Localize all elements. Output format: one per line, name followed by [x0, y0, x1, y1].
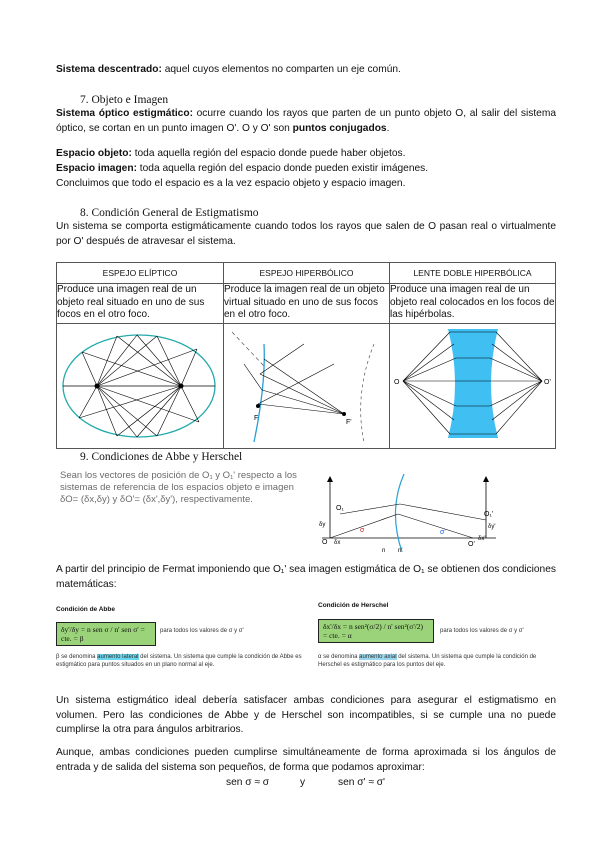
- abbe-formula: δy'/δy = n sen σ / n' sen σ' = cte. = β: [56, 622, 156, 646]
- intro-paragraph: [56, 63, 556, 78]
- table-header: ESPEJO ELÍPTICO: [57, 263, 224, 284]
- herschel-desc-pre: α se denomina: [318, 654, 360, 660]
- elliptic-mirror-figure: [57, 324, 224, 449]
- hyperbolic-lens-figure: [390, 324, 556, 449]
- herschel-highlight: aumento axial: [359, 654, 397, 660]
- hyperbolic-mirror-figure: [224, 324, 390, 449]
- table-header: LENTE DOBLE HIPERBÓLICA: [390, 263, 556, 284]
- table-cell: Produce una imagen real de un objeto real situado en uno de sus focos en el otro foco.: [57, 284, 224, 324]
- abbe-note: para todos los valores de σ y σ': [160, 628, 244, 634]
- fig-label-dx: δx: [334, 540, 341, 546]
- abbe-title: Condición de Abbe: [56, 606, 115, 613]
- fig-label-dy: δy: [319, 522, 326, 528]
- table-cell: Produce una imagen real de un objeto real colocados en los focos de las hipérbolas.: [390, 284, 556, 324]
- lens-label-o2: O': [544, 379, 551, 386]
- fig-label-o1p: O₁': [484, 511, 494, 518]
- approximation-paragraph: Aunque, ambas condiciones pueden cumplirse simultáneamente de forma aproximada si los ángulos de entrada y de salida del sistema son pequeños, de forma que podamos aproximar:: [56, 747, 556, 773]
- conjugate-points: puntos conjugados: [292, 122, 387, 134]
- intro-text: aquel cuyos elementos no comparten un eje común.: [161, 64, 401, 75]
- image-space-line: [56, 162, 556, 177]
- fig-label-dyp: δy': [488, 524, 496, 530]
- incompatibility-paragraph: Un sistema estigmático ideal debería satisfacer ambas condiciones para asegurar el estigmatismo en volumen. Pero las condiciones de Abbe y de Herschel son incompatibles, si se cumple una no puede cumplirse la otra para ángulos arbitrarios.: [56, 695, 556, 735]
- stigmatic-end: .: [386, 122, 390, 134]
- object-space-text: toda aquella región del espacio donde puede haber objetos.: [131, 148, 406, 159]
- fig-label-sigmap: σ': [440, 529, 446, 536]
- abbe-highlight: aumento lateral: [97, 654, 139, 660]
- fig-label-np: n': [398, 548, 403, 554]
- abbe-description: [56, 654, 306, 669]
- intro-term: Sistema descentrado:: [56, 64, 162, 75]
- fig-label-o: O: [322, 539, 328, 546]
- table-header: ESPEJO HIPERBÓLICO: [224, 263, 390, 284]
- section8-paragraph: Un sistema se comporta estigmáticamente cuando todos los rayos que salen de O pasan real o virtualmente por O' después de atravesar el sistema.: [56, 221, 556, 247]
- fig-label-dxp: δx': [478, 536, 486, 542]
- mirror-comparison-table: [56, 262, 556, 449]
- herschel-note: para todos los valores de σ y σ': [440, 628, 524, 634]
- position-vectors-text: Sean los vectores de posición de O₁ y O₁' respecto a los sistemas de referencia de los espacios objeto e imagen δO= (δx,δy) y δO'= (δx',δy'), respectivamente.: [60, 470, 297, 505]
- abbe-desc-pre: β se denomina: [56, 654, 98, 660]
- fig-label-n: n: [382, 548, 386, 554]
- fig-label-o1: O₁: [336, 505, 344, 512]
- section7-heading: 7. Objeto e Imagen: [80, 94, 169, 106]
- herschel-desc-post: del sistema. Un sistema que cumple la condición de Herschel es estigmático para los puntos del eje.: [318, 654, 537, 668]
- abbe-herschel-figure: [318, 470, 498, 554]
- section9-heading: 9. Condiciones de Abbe y Herschel: [80, 451, 243, 463]
- fig-label-sigma: σ: [360, 527, 365, 534]
- object-space-line: [56, 147, 556, 162]
- stigmatic-term: Sistema óptico estigmático:: [56, 108, 193, 119]
- herschel-title: Condición de Herschel: [318, 602, 389, 609]
- image-space-term: Espacio imagen:: [56, 163, 137, 174]
- section7-paragraph: [56, 107, 556, 136]
- focus-label-f: F: [254, 415, 259, 422]
- section8-heading: 8. Condición General de Estigmatismo: [80, 207, 259, 219]
- herschel-formula: δx'/δx = n sen²(σ/2) / n' sen²(σ'/2) = cte. = α: [318, 619, 434, 643]
- herschel-description: [318, 654, 556, 669]
- approx-sin-sigma-prime: sen σ' ≈ σ': [338, 777, 385, 788]
- object-space-term: Espacio objeto:: [56, 148, 132, 159]
- lens-label-o: O: [394, 379, 400, 386]
- approx-sin-sigma: sen σ ≈ σ: [226, 777, 270, 788]
- abbe-desc-post: del sistema. Un sistema que cumple la condición de Abbe es estigmático para puntos situados en un plano normal al eje.: [56, 654, 302, 668]
- table-cell: Produce la imagen real de un objeto virtual situado en uno de sus focos en el otro foco.: [224, 284, 390, 324]
- focus-label-f2: F': [346, 419, 352, 426]
- fig-label-o2: O': [468, 541, 475, 548]
- fermat-paragraph: A partir del principio de Fermat imponiendo que O₁' sea imagen estigmática de O₁ se obtienen dos condiciones matemáticas:: [56, 564, 556, 590]
- image-space-text: toda aquella región del espacio donde pueden existir imágenes.: [136, 163, 429, 174]
- conclusion-line: Concluimos que todo el espacio es a la vez espacio objeto y espacio imagen.: [56, 178, 406, 189]
- stigmatic-text: ocurre cuando los rayos que parten de un punto objeto O, al salir del sistema óptico, se cortan en un punto imagen O'. O y O' son: [56, 108, 556, 134]
- approx-and: y: [300, 777, 306, 788]
